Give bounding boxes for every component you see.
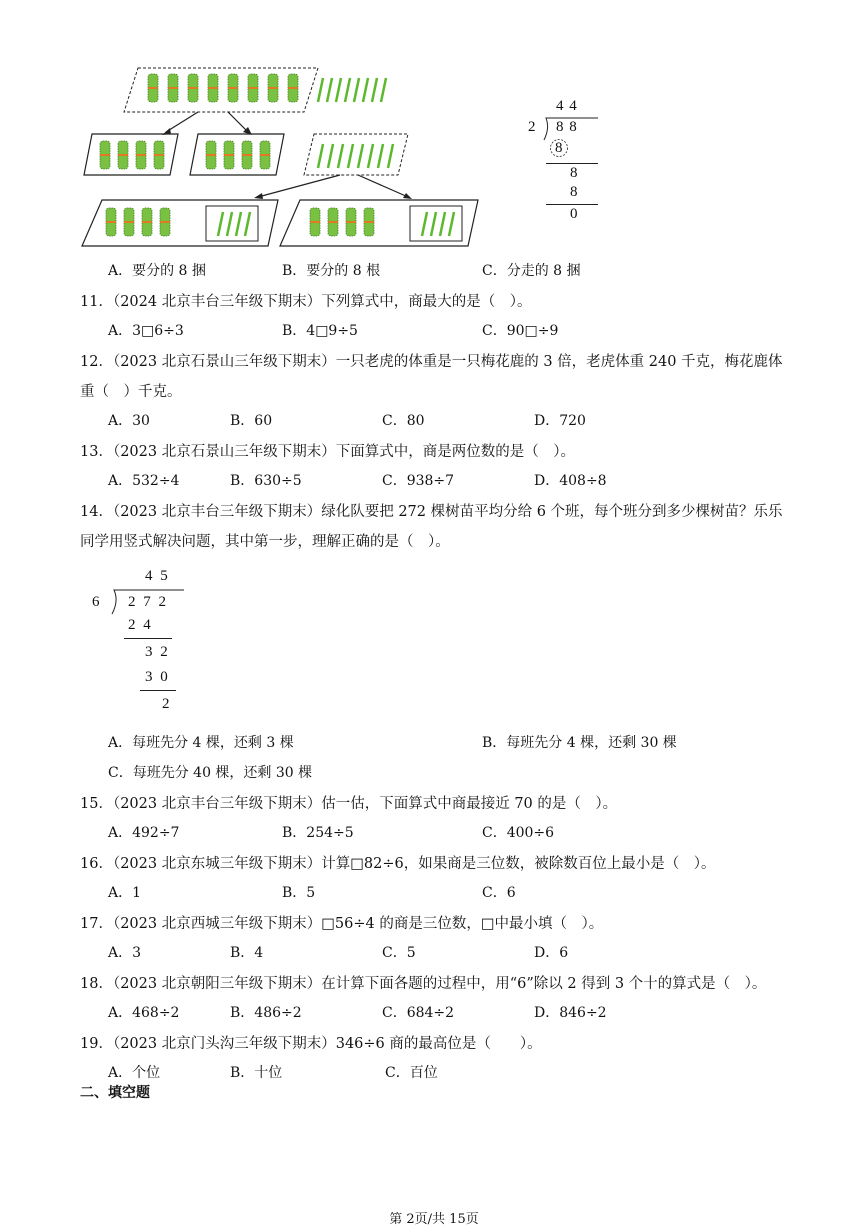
q11-option-c[interactable]: C．90□÷9 <box>482 323 559 339</box>
q13-option-a[interactable]: A．532÷4 <box>108 473 180 489</box>
q16-option-c[interactable]: C．6 <box>482 885 516 901</box>
q13-option-b[interactable]: B．630÷5 <box>230 473 302 489</box>
bottom-left-sticks-box <box>206 206 258 241</box>
question-number: 13． <box>80 444 113 460</box>
division-line-1 <box>124 638 172 639</box>
q15-option-c[interactable]: C．400÷6 <box>482 825 555 841</box>
division-quotient: 4 5 <box>145 568 170 584</box>
q19-option-c[interactable]: C．百位 <box>385 1065 438 1081</box>
division-line-2 <box>140 690 176 691</box>
division-remainder: 0 <box>570 206 578 222</box>
q16-option-b[interactable]: B．5 <box>282 885 316 901</box>
question-11 <box>80 290 531 311</box>
q17-option-b[interactable]: B．4 <box>230 945 264 961</box>
q10-option-c[interactable]: C．分走的 8 捆 <box>482 263 581 279</box>
question-number: 17． <box>80 916 113 932</box>
question-18 <box>80 972 766 993</box>
question-number: 16． <box>80 856 113 872</box>
q14-option-c[interactable]: C．每班先分 40 棵，还剩 30 棵 <box>108 765 313 781</box>
section-heading: 二、填空题 <box>80 1085 150 1101</box>
question-number: 12． <box>80 354 113 370</box>
question-14-line2: 同学用竖式解决问题，其中第一步，理解正确的是（ ）。 <box>80 534 450 550</box>
page-footer: 第 2页/共 15页 <box>389 1212 479 1227</box>
division-line-2 <box>546 204 598 205</box>
q11-option-b[interactable]: B．4□9÷5 <box>282 323 358 339</box>
question-text: （2024 北京丰台三年级下期末）下列算式中，商最大的是（ ）。 <box>112 294 532 310</box>
q17-option-d[interactable]: D．6 <box>534 945 569 961</box>
division-quotient: 4 4 <box>556 98 578 114</box>
q12-option-d[interactable]: D．720 <box>534 413 586 429</box>
q14-option-a[interactable]: A．每班先分 4 棵，还剩 3 棵 <box>108 735 294 751</box>
division-step1: 8 <box>555 140 563 156</box>
q18-option-c[interactable]: C．684÷2 <box>382 1005 455 1021</box>
question-17 <box>80 912 603 933</box>
question-text: （2023 北京丰台三年级下期末）估一估，下面算式中商最接近 70 的是（ ）。 <box>112 796 618 812</box>
q10-option-b[interactable]: B．要分的 8 根 <box>282 263 381 279</box>
q12-option-b[interactable]: B．60 <box>230 413 273 429</box>
question-text: （2023 北京石景山三年级下期末）下面算式中，商是两位数的是（ ）。 <box>112 444 575 460</box>
question-text: （2023 北京门头沟三年级下期末）346÷6 商的最高位是（ ）。 <box>112 1036 542 1052</box>
q13-option-c[interactable]: C．938÷7 <box>382 473 455 489</box>
top-sticks <box>318 78 386 102</box>
q19-option-a[interactable]: A．个位 <box>108 1065 161 1081</box>
question-12-line2: 重（ ）千克。 <box>80 384 182 400</box>
question-15 <box>80 792 617 813</box>
division-divisor: 6 <box>92 594 100 610</box>
q17-option-c[interactable]: C．5 <box>382 945 416 961</box>
division-divisor: 2 <box>528 119 536 135</box>
division-step1: 2 4 <box>128 617 153 633</box>
division-dividend: 2 7 2 <box>128 594 168 610</box>
question-12 <box>80 350 783 371</box>
q12-option-c[interactable]: C．80 <box>382 413 425 429</box>
division-step3: 3 0 <box>145 669 170 685</box>
q15-option-b[interactable]: B．254÷5 <box>282 825 354 841</box>
question-number: 14． <box>80 504 113 520</box>
question-19 <box>80 1032 542 1053</box>
question-13 <box>80 440 575 461</box>
question-number: 11． <box>80 294 113 310</box>
division-step2: 3 2 <box>145 644 170 660</box>
q18-option-b[interactable]: B．486÷2 <box>230 1005 302 1021</box>
bundle-illustration <box>78 62 498 252</box>
bottom-right-sticks-box <box>410 206 462 241</box>
q15-option-a[interactable]: A．492÷7 <box>108 825 180 841</box>
question-14 <box>80 500 783 521</box>
q17-option-a[interactable]: A．3 <box>108 945 142 961</box>
division-step2b: 8 <box>570 184 578 200</box>
division-step2a: 8 <box>570 165 578 181</box>
q19-option-b[interactable]: B．十位 <box>230 1065 283 1081</box>
question-text: （2023 北京东城三年级下期末）计算□82÷6，如果商是三位数，被除数百位上最小是（ ）。 <box>112 856 716 872</box>
q14-option-b[interactable]: B．每班先分 4 棵，还剩 30 棵 <box>482 735 677 751</box>
division-remainder: 2 <box>162 696 170 712</box>
division-line-1 <box>546 163 598 164</box>
question-text: （2023 北京石景山三年级下期末）一只老虎的体重是一只梅花鹿的 3 倍，老虎体重 240 千克，梅花鹿体 <box>112 354 783 370</box>
q18-option-a[interactable]: A．468÷2 <box>108 1005 180 1021</box>
q10-option-a[interactable]: A．要分的 8 捆 <box>108 263 206 279</box>
q16-option-a[interactable]: A．1 <box>108 885 142 901</box>
question-text: （2023 北京西城三年级下期末）□56÷4 的商是三位数，□中最小填（ ）。 <box>112 916 604 932</box>
division-dividend: 8 8 <box>556 119 578 135</box>
question-text: （2023 北京丰台三年级下期末）绿化队要把 272 棵树苗平均分给 6 个班，每个班分到多少棵树苗？乐乐 <box>112 504 783 520</box>
question-number: 18． <box>80 976 113 992</box>
q11-option-a[interactable]: A．3□6÷3 <box>108 323 184 339</box>
question-text: （2023 北京朝阳三年级下期末）在计算下面各题的过程中，用“6”除以 2 得到 3 个十的算式是（ ）。 <box>112 976 767 992</box>
q18-option-d[interactable]: D．846÷2 <box>534 1005 607 1021</box>
q12-option-a[interactable]: A．30 <box>108 413 150 429</box>
question-16 <box>80 852 716 873</box>
q13-option-d[interactable]: D．408÷8 <box>534 473 607 489</box>
question-number: 19． <box>80 1036 113 1052</box>
question-number: 15． <box>80 796 113 812</box>
top-bundles <box>148 74 298 102</box>
